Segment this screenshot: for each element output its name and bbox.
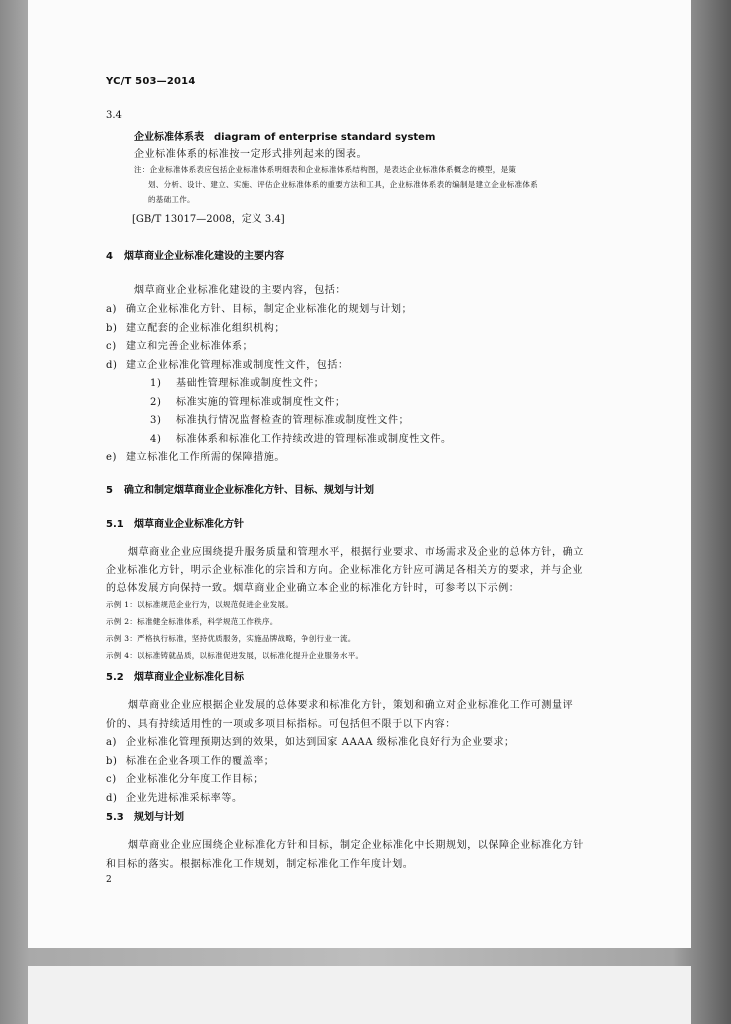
list-item-text: 建立标准化工作所需的保障措施。: [126, 452, 285, 463]
section-3-4-reference: [GB/T 13017—2008，定义 3.4]: [132, 214, 285, 225]
list-item-text: 标准执行情况监督检查的管理标准或制度性文件；: [176, 415, 410, 426]
list-marker: 4): [150, 434, 162, 445]
section-5-1-example-2: 示例 2：标准健全标准体系，科学规范工作秩序。: [106, 617, 278, 626]
section-3-4-note-line-2: 划、分析、设计、建立、实施、评估企业标准体系的重要方法和工具，企业标准体系表的编制是建立企业标准体系: [148, 180, 538, 189]
section-5-1-para-line-2: 企业标准化方针，明示企业标准化的宗旨和方向。企业标准化方针应可满足各相关方的要求，并与企业: [106, 565, 583, 576]
section-5-1-heading: [106, 515, 244, 530]
list-item-text: 建立企业标准化管理标准或制度性文件，包括：: [126, 360, 349, 371]
section-4-title: 烟草商业企业标准化建设的主要内容: [124, 251, 284, 262]
list-marker: d): [106, 793, 118, 804]
section-5-3-para-line-2: 和目标的落实。根据标准化工作规划，制定标准化工作年度计划。: [106, 859, 414, 870]
section-3-4-number: 3.4: [106, 110, 122, 121]
section-5-2-item-d: [106, 789, 243, 804]
section-5-2-item-c: [106, 770, 264, 785]
section-4-subitem-1: [150, 374, 324, 389]
section-5-2-heading: [106, 668, 244, 683]
section-4-subitem-2: [150, 393, 346, 408]
section-5-heading: [106, 481, 374, 496]
list-item-text: 标准实施的管理标准或制度性文件；: [176, 397, 346, 408]
list-marker: 3): [150, 415, 162, 426]
section-4-item-e: [106, 448, 285, 463]
section-4-subitem-4: [150, 430, 452, 445]
list-item-text: 建立和完善企业标准体系；: [126, 341, 254, 352]
section-5-1-para-line-3: 的总体发展方向保持一致。烟草商业企业确立本企业的标准化方针时，可参考以下示例：: [106, 583, 520, 594]
section-4-item-b: [106, 319, 285, 334]
section-5-2-item-a: [106, 733, 515, 748]
section-4-item-d: [106, 356, 349, 371]
section-4-heading: [106, 247, 284, 262]
section-5-1-number: 5.1: [106, 519, 124, 530]
section-5-number: 5: [106, 485, 113, 496]
list-item-text: 企业先进标准采标率等。: [126, 793, 243, 804]
list-marker: a): [106, 737, 118, 748]
section-5-3-number: 5.3: [106, 812, 124, 823]
section-3-4-definition: 企业标准体系的标准按一定形式排列起来的图表。: [134, 149, 368, 160]
section-5-2-title: 烟草商业企业标准化目标: [134, 672, 244, 683]
section-4-subitem-3: [150, 411, 409, 426]
section-5-title: 确立和制定烟草商业企业标准化方针、目标、规划与计划: [124, 485, 374, 496]
list-item-text: 建立配套的企业标准化组织机构；: [126, 323, 285, 334]
section-3-4-note-line-1: 注：企业标准体系表应包括企业标准体系明细表和企业标准体系结构图，是表达企业标准体系概念的模型，是策: [134, 165, 517, 174]
section-5-1-example-4: 示例 4：以标准铸就品质，以标准促进发展，以标准化提升企业服务水平。: [106, 651, 364, 660]
document-page: [28, 0, 691, 948]
section-5-2-para-line-1: 烟草商业企业应根据企业发展的总体要求和标准化方针，策划和确立对企业标准化工作可测量评: [128, 700, 574, 711]
section-5-1-title: 烟草商业企业标准化方针: [134, 519, 244, 530]
section-5-2-para-line-2: 价的、具有持续适用性的一项或多项目标指标。可包括但不限于以下内容：: [106, 719, 456, 730]
list-marker: c): [106, 774, 117, 785]
list-marker: e): [106, 452, 118, 463]
section-5-1-example-3: 示例 3：严格执行标准，坚持优质服务，实施品牌战略，争创行业一流。: [106, 634, 356, 643]
list-item-text: 确立企业标准化方针、目标，制定企业标准化的规划与计划；: [126, 304, 413, 315]
section-4-item-c: [106, 337, 253, 352]
list-item-text: 标准体系和标准化工作持续改进的管理标准或制度性文件。: [176, 434, 452, 445]
section-5-2-item-b: [106, 752, 274, 767]
section-4-number: 4: [106, 251, 113, 262]
section-5-3-heading: [106, 808, 184, 823]
section-4-intro: 烟草商业企业标准化建设的主要内容，包括：: [134, 285, 346, 296]
section-3-4-term: 企业标准体系表 diagram of enterprise standard system: [134, 132, 436, 143]
standard-code-header: YC/T 503—2014: [106, 76, 196, 87]
list-marker: b): [106, 756, 118, 767]
list-marker: 2): [150, 397, 162, 408]
list-marker: b): [106, 323, 118, 334]
next-page-preview: [28, 966, 691, 1024]
section-5-3-para-line-1: 烟草商业企业应围绕企业标准化方针和目标，制定企业标准化中长期规划，以保障企业标准化方针: [128, 840, 584, 851]
list-item-text: 基础性管理标准或制度性文件；: [176, 378, 325, 389]
list-marker: c): [106, 341, 117, 352]
section-4-item-a: [106, 300, 412, 315]
list-marker: d): [106, 360, 118, 371]
list-item-text: 标准在企业各项工作的覆盖率；: [126, 756, 275, 767]
list-marker: 1): [150, 378, 162, 389]
list-item-text: 企业标准化管理预期达到的效果，如达到国家 AAAA 级标准化良好行为企业要求；: [126, 737, 515, 748]
section-5-1-example-1: 示例 1：以标准规范企业行为，以规范促进企业发展。: [106, 600, 294, 609]
section-5-1-para-line-1: 烟草商业企业应围绕提升服务质量和管理水平，根据行业要求、市场需求及企业的总体方针，确立: [128, 547, 584, 558]
list-item-text: 企业标准化分年度工作目标；: [126, 774, 264, 785]
section-5-2-number: 5.2: [106, 672, 124, 683]
list-marker: a): [106, 304, 118, 315]
page-number: 2: [106, 875, 112, 885]
section-3-4-note-line-3: 的基础工作。: [148, 195, 195, 204]
section-5-3-title: 规划与计划: [134, 812, 184, 823]
